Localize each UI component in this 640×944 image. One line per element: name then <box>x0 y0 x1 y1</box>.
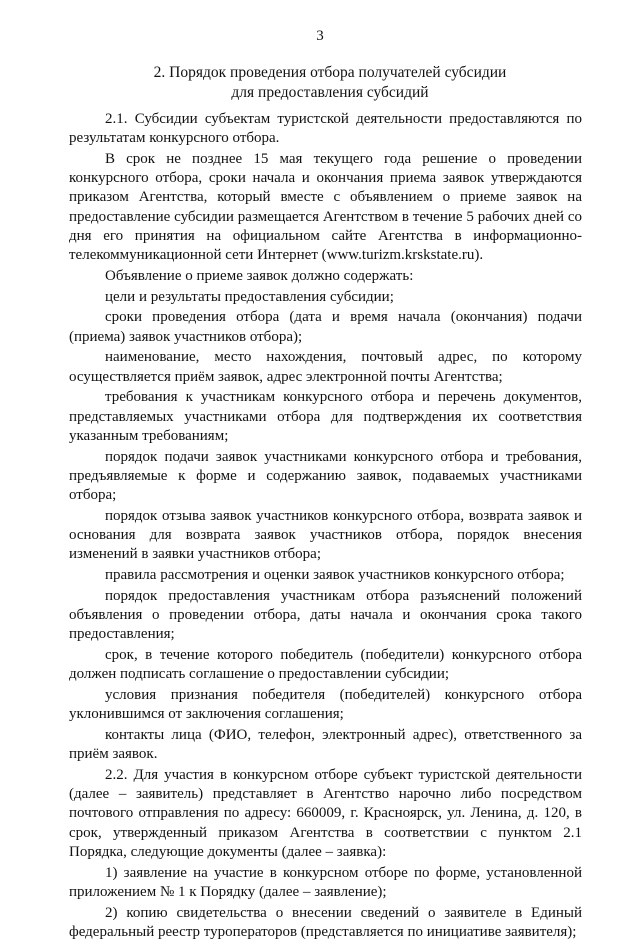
paragraph: правила рассмотрения и оценки заявок участников конкурсного отбора; <box>105 567 565 584</box>
body-text <box>69 110 582 944</box>
paragraph: срок, в течение которого победитель (победители) конкурсного отбора должен подписать соглашение о предоставлении субсидии; <box>69 647 582 683</box>
paragraph: порядок предоставления участникам отбора разъяснений положений объявления о проведении отбора, даты начала и окончания срока такого предоставления; <box>69 587 582 643</box>
paragraph: порядок отзыва заявок участников конкурсного отбора, возврата заявок и основания для возврата заявок участников отбора, порядок внесения изменений в заявки участников отбора; <box>69 507 582 563</box>
paragraph: 2) копию свидетельства о внесении сведений о заявителе в Единый федеральный реестр туроператоров (представляется по инициативе заявителя); <box>69 904 582 940</box>
paragraph: наименование, место нахождения, почтовый адрес, по которому осуществляется приём заявок, адрес электронной почты Агентства; <box>69 349 582 385</box>
paragraph: сроки проведения отбора (дата и время начала (окончания) подачи (приема) заявок участников отбора); <box>69 309 582 345</box>
paragraph: 2.2. Для участия в конкурсном отборе субъект туристской деятельности (далее – заявитель) представляет в Агентство нарочно либо посредством почтового отправления по адресу: 660009, г. Красноярск, ул. Ленина, д. 120, в срок, утвержденный приказом Агентства в соответствии с пунктом 2.1 Порядка, следующие документы (далее – заявка): <box>69 767 582 860</box>
section-heading <box>100 63 560 103</box>
paragraph: порядок подачи заявок участниками конкурсного отбора и требования, предъявляемые к форме и содержанию заявок, подаваемых участниками отбора; <box>69 448 582 504</box>
paragraph: контакты лица (ФИО, телефон, электронный адрес), ответственного за приём заявок. <box>69 727 582 763</box>
paragraph: 2.1. Субсидии субъектам туристской деятельности предоставляются по результатам конкурсного отбора. <box>69 111 582 147</box>
paragraph: Объявление о приеме заявок должно содержать: <box>105 267 414 284</box>
paragraph: цели и результаты предоставления субсидии; <box>105 288 394 305</box>
paragraph: В срок не позднее 15 мая текущего года решение о проведении конкурсного отбора, сроки начала и окончания приема заявок утверждаются приказом Агентства, который вместе с объявлением о приеме заявок на предоставление субсидии размещается Агентством в течение 5 рабочих дней со дня его принятия на официальном сайте Агентства в информационно-телекоммуникационной сети Интернет (www.turizm.krskstate.ru). <box>69 151 582 264</box>
page-number: 3 <box>316 28 324 44</box>
section-title-line-1: 2. Порядок проведения отбора получателей субсидии <box>153 64 507 81</box>
paragraph: требования к участникам конкурсного отбора и перечень документов, представляемых участниками отбора для подтверждения их соответствия указанным требованиям; <box>69 389 582 444</box>
paragraph: 1) заявление на участие в конкурсном отборе по форме, установленной приложением № 1 к Порядку (далее – заявление); <box>69 864 582 900</box>
section-title-line-2: для предоставления субсидий <box>231 84 429 101</box>
paragraph: условия признания победителя (победителей) конкурсного отбора уклонившимся от заключения соглашения; <box>69 687 582 723</box>
